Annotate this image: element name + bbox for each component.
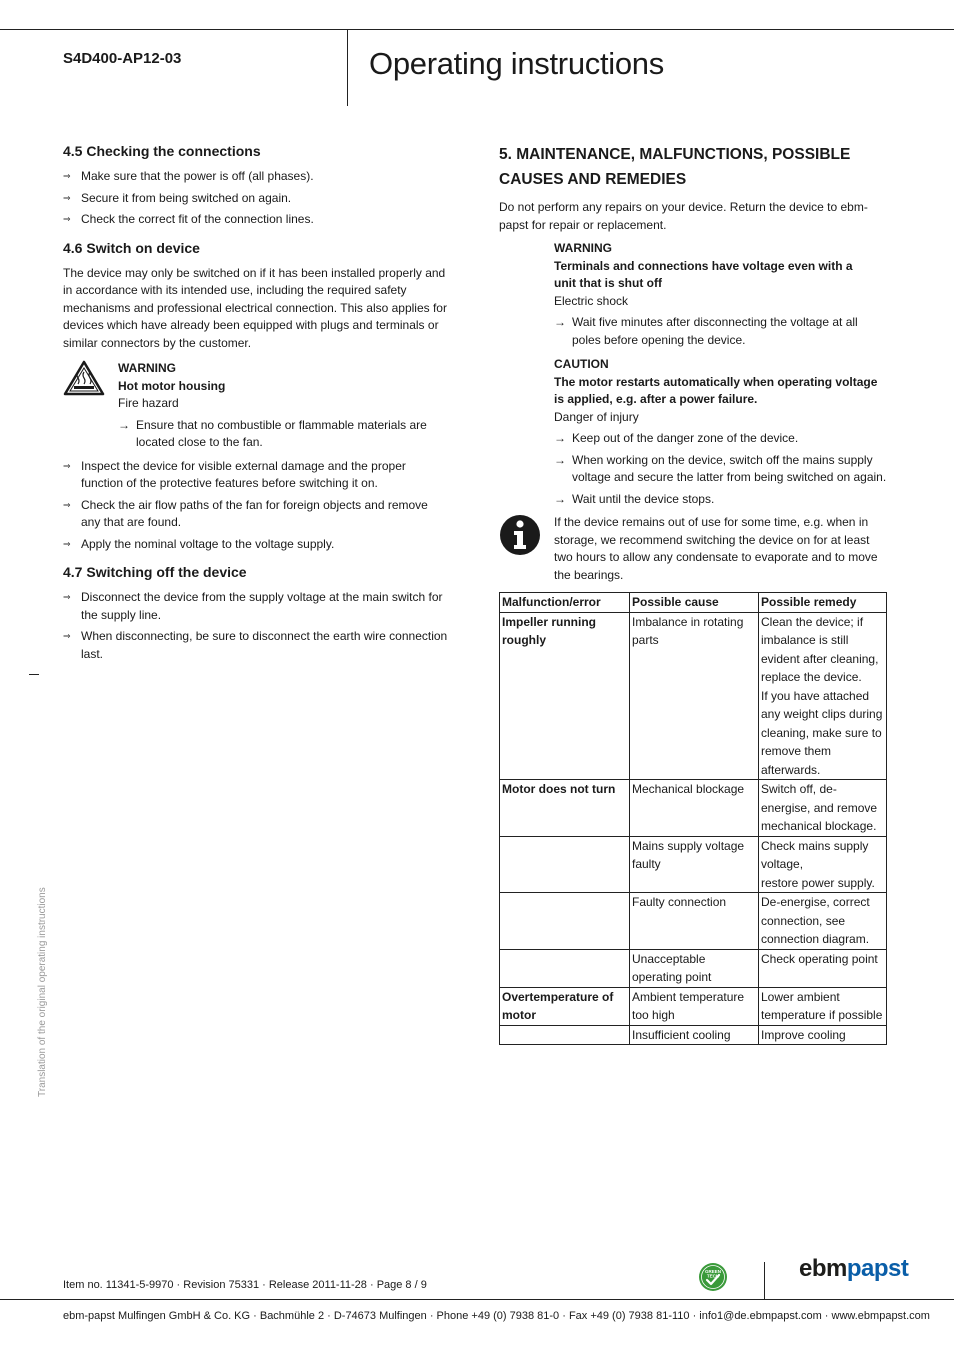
arrow-right-icon: → [554,315,566,329]
table-row [500,893,887,950]
section-5-heading-line2: CAUSES AND REMEDIES [499,171,687,188]
table-row [500,612,887,780]
right-column [499,142,889,1045]
caution-action [554,452,889,487]
arrow-right-icon: → [118,417,130,432]
list-item [63,190,448,208]
list-item [63,497,448,532]
caution-action-text: Keep out of the danger zone of the device. [572,431,799,445]
table-cell-remedy: Improve cooling [759,1025,887,1045]
section-4-5-heading: 4.5 Checking the connections [63,143,261,159]
arrow-bullet-icon: ⇒ [63,460,71,471]
list-item-text: When disconnecting, be sure to disconnect the earth wire connection last. [81,629,448,661]
list-item-text: Disconnect the device from the supply voltage at the main switch for the supply line. [81,590,443,622]
footer-rule [0,1299,954,1300]
caution-action [554,430,889,448]
logo-text-ebm: ebm [799,1255,847,1282]
section-4-6-paragraph: The device may only be switched on if it has been installed properly and in accordance with its intended use, including the required safety mechanisms and professional electrical connection. This also applies for devices which have already been equipped with plugs and terminals or similar connectors by the customer. [63,265,447,350]
warning-label: WARNING [554,241,612,255]
table-cell-cause: Imbalance in rotating parts [630,612,759,780]
table-header-cell: Malfunction/error [500,593,630,613]
logo-text-papst: papst [846,1255,909,1282]
electric-shock-warning [499,240,889,349]
table-cell-malfunction [500,1025,630,1045]
table-row [500,836,887,893]
section-5-heading [499,142,889,192]
arrow-right-icon: → [554,431,566,445]
section-5-intro: Do not perform any repairs on your device. Return the device to ebm-papst for repair or replacement. [499,200,868,232]
table-cell-cause: Mains supply voltage faulty [630,836,759,893]
margin-tick [29,674,39,675]
table-cell-malfunction [500,949,630,987]
warning-hazard: Electric shock [554,293,629,308]
list-item [63,536,448,554]
table-cell-cause: Insufficient cooling [630,1025,759,1045]
list-item-text: Inspect the device for visible external damage and the proper function of the protective features before switching it on. [81,458,406,490]
caution-action-text: When working on the device, switch off the mains supply voltage and secure the latter from being switched on again. [572,452,887,484]
table-row [500,987,887,1025]
restart-caution [499,356,889,508]
table-row [500,949,887,987]
warning-title: Terminals and connections have voltage even with a unit that is shut off [554,258,853,290]
table-header-cell: Possible cause [630,593,759,613]
list-item [63,589,448,624]
table-cell-remedy: Switch off, de-energise, and remove mechanical blockage. [759,780,887,837]
warning-label: WARNING [118,361,176,375]
table-cell-malfunction [500,893,630,950]
caution-action [554,491,889,509]
caution-title: The motor restarts automatically when operating voltage is applied, e.g. after a power failure. [554,374,878,406]
table-cell-remedy: Clean the device; if imbalance is still evident after cleaning, replace the device. If you have attached any weight clips during cleaning, make sure to remove them afterwards. [759,612,887,780]
arrow-bullet-icon: ⇒ [63,214,71,224]
list-item-text: Secure it from being switched on again. [81,190,292,205]
warning-action [118,417,448,452]
info-text: If the device remains out of use for some time, e.g. when in storage, we recommend switching the device on for at least two hours to allow any condensate to evaporate and to move the bearings. [554,515,878,582]
badge-text-line1: GREEN [704,1269,722,1274]
arrow-bullet-icon: ⇒ [63,538,71,549]
table-header-row [500,593,887,613]
table-cell-malfunction: Overtemperature of motor [500,987,630,1025]
list-item-text: Check the correct fit of the connection lines. [81,212,314,226]
arrow-right-icon: → [554,491,566,506]
table-cell-remedy: De-energise, correct connection, see connection diagram. [759,893,887,950]
table-cell-cause: Unacceptable operating point [630,949,759,987]
warning-action-text: Wait five minutes after disconnecting the voltage at all poles before opening the device. [572,315,858,347]
info-note [499,514,889,584]
table-cell-cause: Ambient temperature too high [630,987,759,1025]
table-cell-cause: Faulty connection [630,893,759,950]
section-5-heading-line1: 5. MAINTENANCE, MALFUNCTIONS, POSSIBLE [499,146,851,163]
section-4-5-list [63,168,448,229]
caution-label: CAUTION [554,357,609,371]
ebmpapst-logo [799,1255,909,1282]
hot-surface-warning-icon [63,360,105,402]
arrow-bullet-icon: ⇒ [63,499,71,510]
warning-title: Hot motor housing [118,378,226,393]
section-4-7-list [63,589,448,663]
arrow-bullet-icon: ⇒ [63,171,71,181]
badge-text-line2: TECH [706,1273,720,1279]
table-cell-remedy: Check mains supply voltage, restore power supply. [759,836,887,893]
list-item-text: Apply the nominal voltage to the voltage supply. [81,536,335,551]
footer-address: ebm-papst Mulfingen GmbH & Co. KG · Bachmühle 2 · D-74673 Mulfingen · Phone +49 (0) 7938 81-0 · Fax +49 (0) 7938 81-110 · info1@de.ebmpapst.com · www.ebmpapst.com [63,1310,930,1322]
footer-item-info: Item no. 11341-5-9970 · Revision 75331 · Release 2011-11-28 · Page 8 / 9 [63,1279,427,1291]
list-item [63,168,448,186]
header-divider [347,29,348,106]
warning-action-text: Ensure that no combustible or flammable materials are located close to the fan. [136,417,427,449]
section-4-6-heading: 4.6 Switch on device [63,239,200,256]
section-4-6-list [63,458,448,554]
translation-note: Translation of the original operating instructions [37,887,48,1097]
left-column [63,142,448,667]
table-cell-cause: Mechanical blockage [630,780,759,837]
list-item [63,211,448,229]
malfunction-table [499,592,887,1045]
arrow-bullet-icon: ⇒ [63,592,71,602]
table-row [500,1025,887,1045]
arrow-bullet-icon: ⇒ [63,192,71,203]
info-icon [499,514,541,562]
table-cell-remedy: Check operating point [759,949,887,987]
list-item-text: Make sure that the power is off (all phases). [81,169,314,183]
arrow-bullet-icon: ⇒ [63,631,71,641]
caution-action-text: Wait until the device stops. [572,491,715,506]
green-tech-badge [698,1262,728,1298]
table-header-cell: Possible remedy [759,593,887,613]
page-title: Operating instructions [369,46,664,81]
header-top-rule [0,29,954,30]
warning-hazard: Fire hazard [118,396,179,410]
list-item [63,628,448,663]
arrow-right-icon: → [554,452,566,467]
table-cell-malfunction: Motor does not turn [500,780,630,837]
warning-action [554,314,889,349]
footer-divider [764,1262,765,1300]
table-row [500,780,887,837]
table-cell-malfunction [500,836,630,893]
section-4-7-heading: 4.7 Switching off the device [63,564,247,580]
list-item [63,458,448,493]
document-code: S4D400-AP12-03 [63,50,182,67]
list-item-text: Check the air flow paths of the fan for foreign objects and remove any that are found. [81,497,428,529]
table-cell-remedy: Lower ambient temperature if possible [759,987,887,1025]
hot-housing-warning [63,360,448,452]
table-cell-malfunction: Impeller running roughly [500,612,630,780]
caution-hazard: Danger of injury [554,409,639,424]
